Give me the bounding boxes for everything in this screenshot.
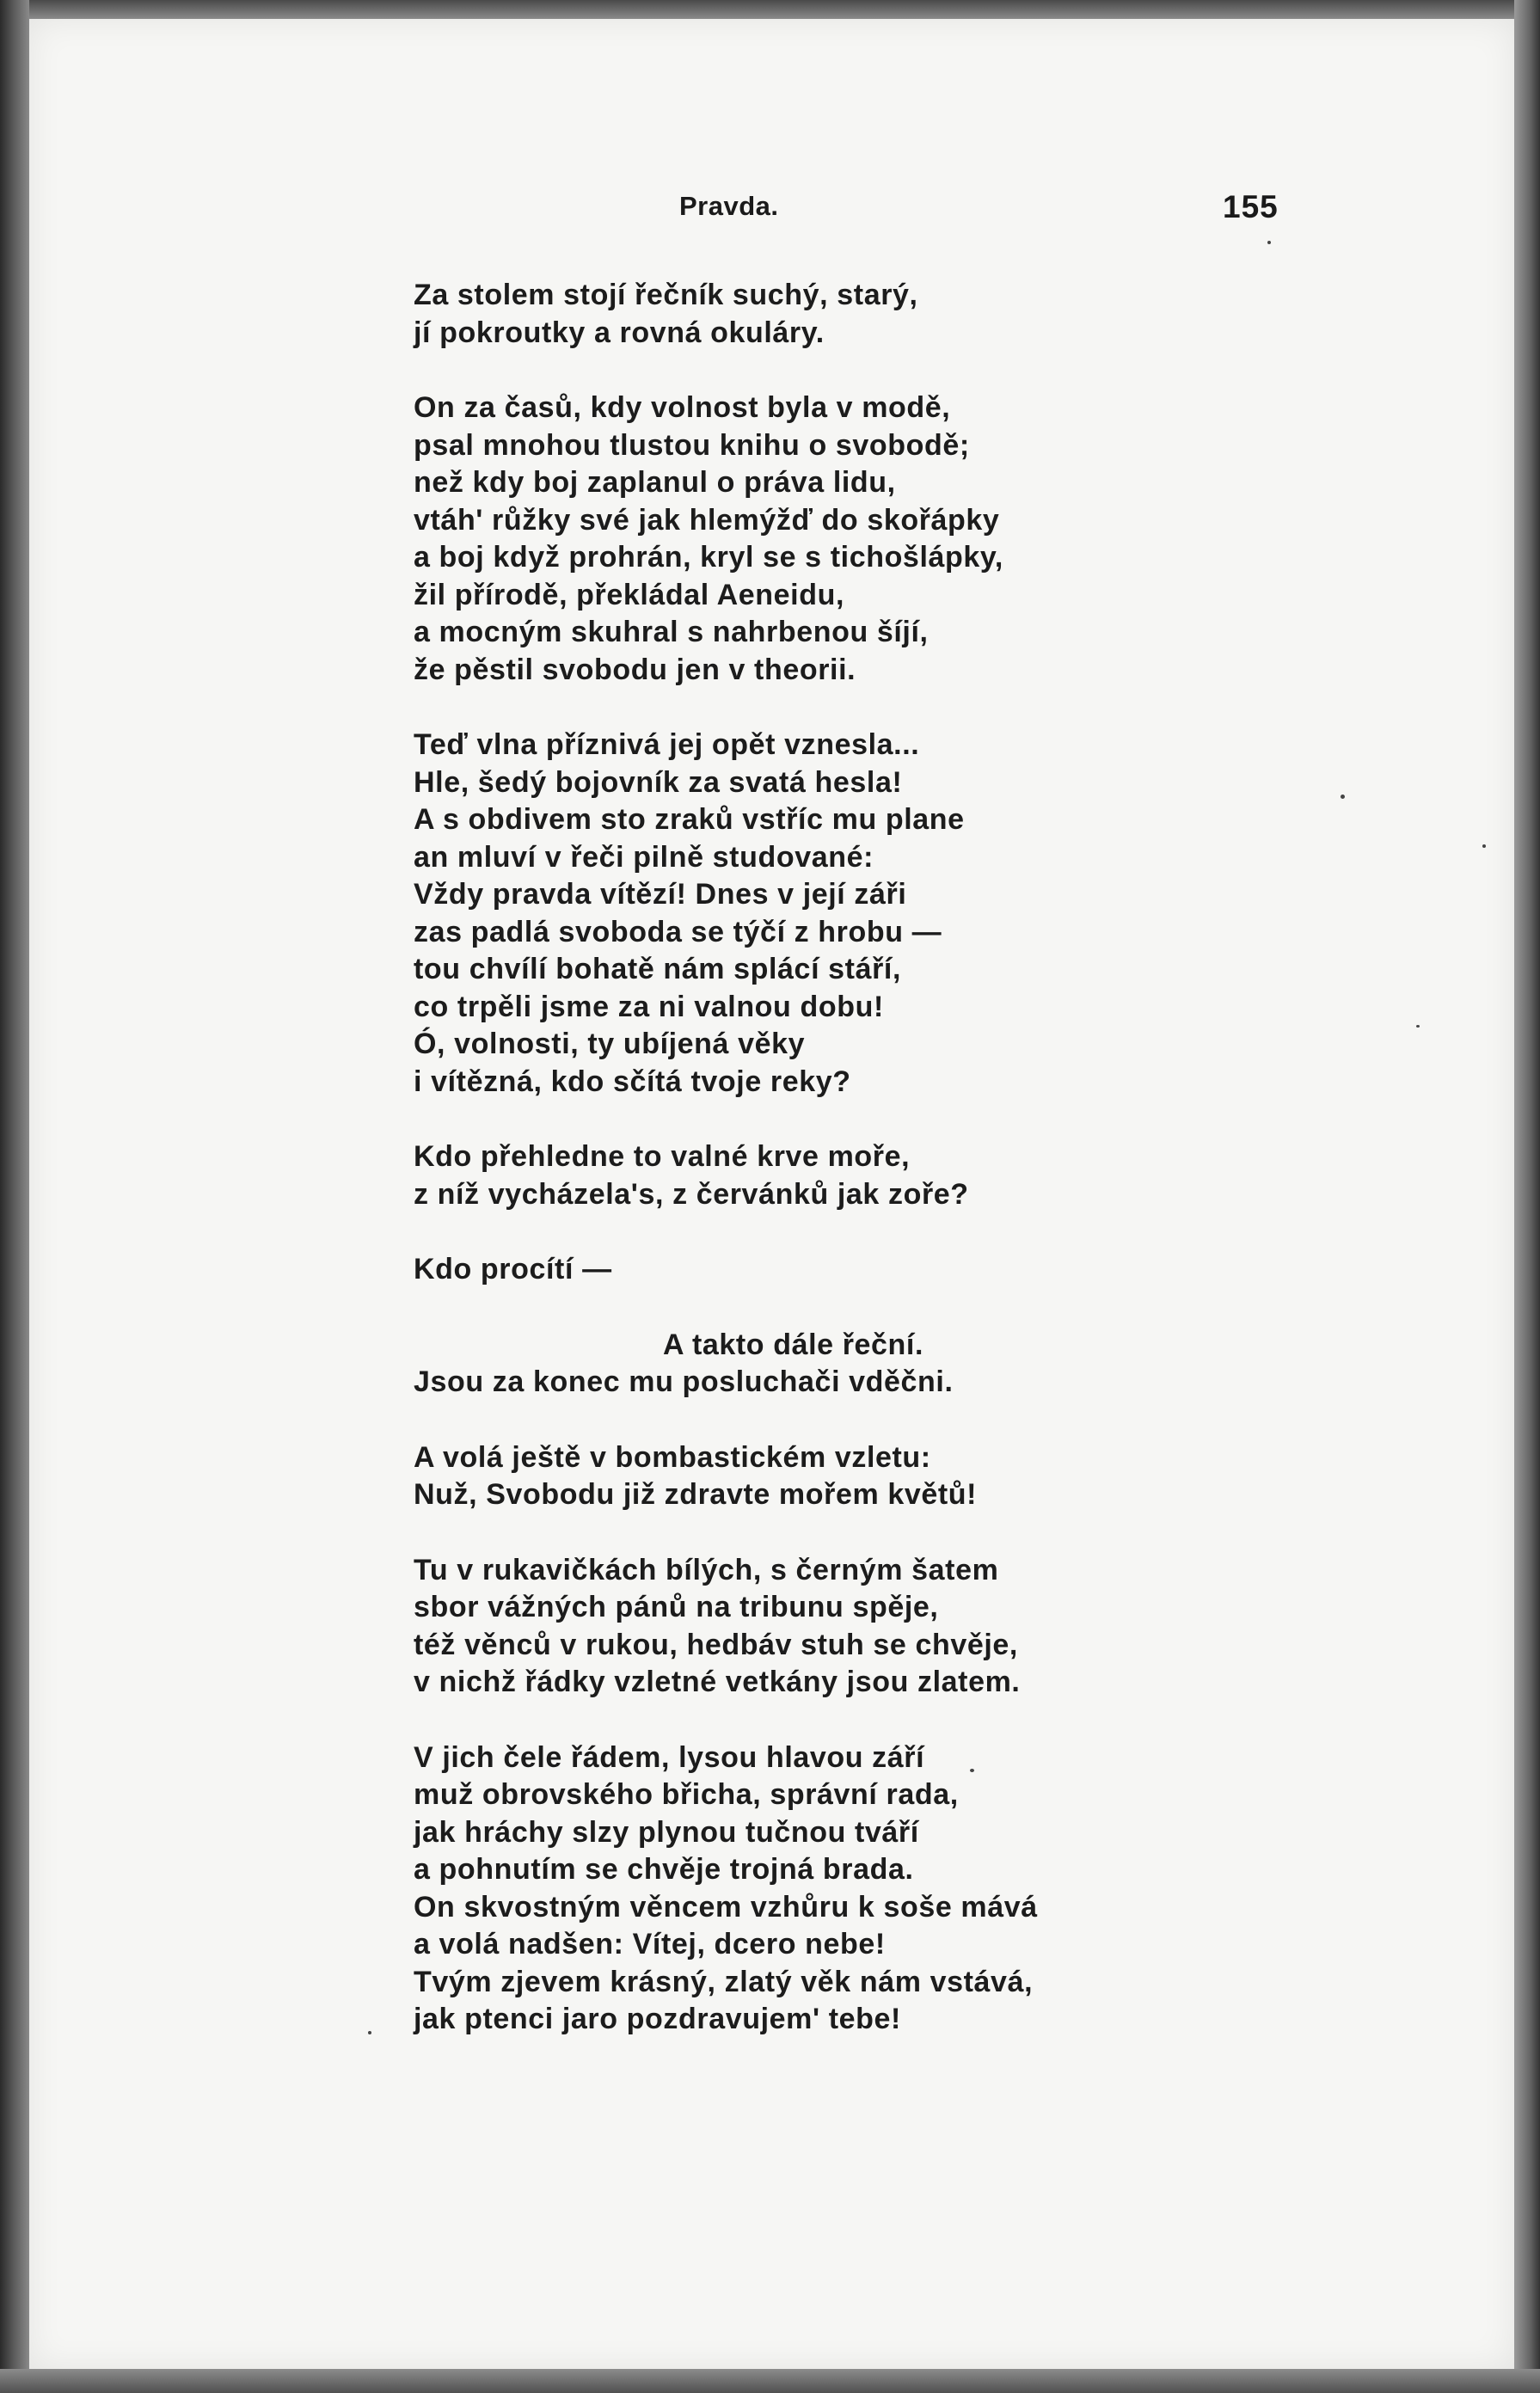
scan-speck [1267,241,1271,244]
verse-line: a boj když prohrán, kryl se s tichošlápky, [414,541,1003,574]
verse-line: A volá ještě v bombastickém vzletu: [414,1440,931,1474]
verse-line: Ó, volnosti, ty ubíjená věky [414,1028,806,1060]
book-page [29,19,1514,2369]
verse-line: On skvostným věncem vzhůru k soše mává [414,1890,1038,1924]
verse-line: psal mnohou tlustou knihu o svobodě; [414,428,970,462]
scan-speck [1341,795,1345,799]
verse-line: z níž vycházela's, z červánků jak zoře? [414,1177,969,1211]
verse-line: V jich čele řádem, lysou hlavou září [414,1740,925,1774]
stanza [414,1740,1359,2039]
running-head [29,191,1514,234]
stanza [414,1327,1359,1402]
verse-line: žil přírodě, překládal Aeneidu, [414,578,845,611]
page-number: 155 [1223,189,1279,224]
scan-border-right [1514,0,1540,2393]
verse-line: a mocným skuhral s nahrbenou šíjí, [414,616,929,648]
running-title: Pravda. [679,191,779,221]
verse-line: a volá nadšen: Vítej, dcero nebe! [414,1928,886,1960]
verse-line: Tvým zjevem krásný, zlatý věk nám vstává, [414,1965,1034,1998]
verse-line: a pohnutím se chvěje trojná brada. [414,1853,914,1886]
verse-line: muž obrovského břicha, správní rada, [414,1778,959,1811]
verse-line: Za stolem stojí řečník suchý, starý, [414,279,918,311]
verse-line: Nuž, Svobodu již zdravte mořem květů! [414,1478,978,1511]
stanza [414,1439,1359,1514]
verse-line: v nichž řádky vzletné vetkány jsou zlatem. [414,1666,1021,1698]
scan-border-top [0,0,1540,19]
verse-line: jak ptenci jaro pozdravujem' tebe! [414,2003,901,2035]
scan-border-left [0,0,29,2393]
scan-speck [970,1769,974,1772]
stanza [414,277,1359,352]
verse-line: jí pokroutky a rovná okuláry. [414,316,825,349]
verse-line: jak hráchy slzy plynou tučnou tváří [414,1815,919,1849]
verse-line: že pěstil svobodu jen v theorii. [414,653,856,686]
scan-speck [368,2031,371,2034]
verse-line: co trpěli jsme za ni valnou dobu! [414,990,884,1023]
stanza [414,1552,1359,1702]
poem-body [414,277,1359,2077]
stanza [414,390,1359,689]
verse-line: Kdo přehledne to valné krve moře, [414,1140,911,1173]
scan-speck [1416,1025,1420,1028]
verse-line: an mluví v řeči pilně studované: [414,840,874,874]
verse-line: On za časů, kdy volnost byla v modě, [414,391,951,424]
verse-line: sbor vážných pánů na tribunu spěje, [414,1591,939,1623]
verse-line-indented: A takto dále řeční. [663,1328,924,1361]
verse-line: i vítězná, kdo sčítá tvoje reky? [414,1065,851,1098]
scan-border-bottom [0,2369,1540,2393]
verse-line: tou chvílí bohatě nám splácí stáří, [414,953,902,985]
scan-speck [1482,844,1486,848]
verse-line: též věnců v rukou, hedbáv stuh se chvěje, [414,1628,1018,1661]
verse-line: Vždy pravda vítězí! Dnes v její záři [414,878,907,911]
verse-line: Tu v rukavičkách bílých, s černým šatem [414,1553,999,1586]
stanza [414,1251,1359,1289]
verse-line: zas padlá svoboda se týčí z hrobu — [414,915,942,948]
verse-line: Jsou za konec mu posluchači vděčni. [414,1365,954,1398]
verse-line: A s obdivem sto zraků vstříc mu plane [414,803,965,836]
verse-line: Kdo procítí — [414,1253,612,1285]
verse-line: než kdy boj zaplanul o práva lidu, [414,466,896,499]
stanza [414,1138,1359,1213]
verse-line: vtáh' růžky své jak hlemýžď do skořápky [414,503,1000,537]
stanza [414,727,1359,1101]
verse-line: Hle, šedý bojovník za svatá hesla! [414,765,903,799]
verse-line: Teď vlna příznivá jej opět vznesla... [414,728,920,761]
